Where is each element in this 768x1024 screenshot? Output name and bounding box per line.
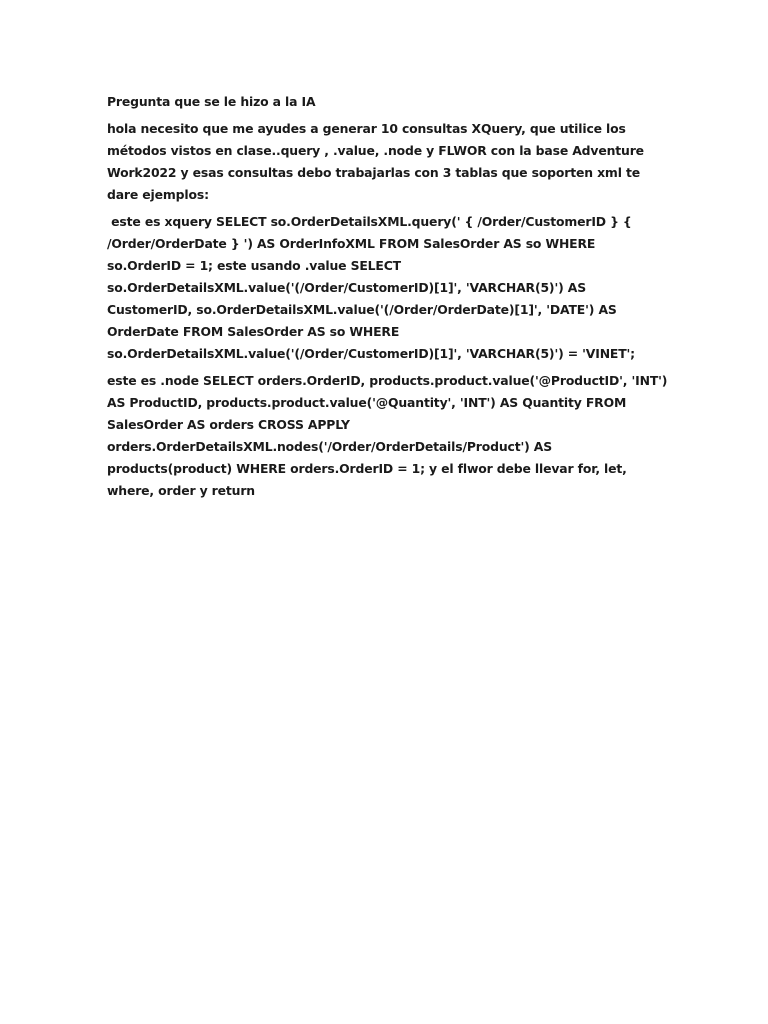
paragraph-line: SalesOrder AS orders CROSS APPLY [107,417,350,432]
paragraph-line: so.OrderDetailsXML.value('(/Order/CustomerID)[1]', 'VARCHAR(5)') AS [107,280,586,295]
paragraph-line: so.OrderDetailsXML.value('(/Order/CustomerID)[1]', 'VARCHAR(5)') = 'VINET'; [107,346,635,361]
paragraph-line: products(product) WHERE orders.OrderID = 1; y el flwor debe llevar for, let, [107,461,627,476]
paragraph-line: hola necesito que me ayudes a generar 10 consultas XQuery, que utilice los [107,121,626,136]
paragraph-node-flwor-examples [107,370,667,502]
title-text: Pregunta que se le hizo a la IA [107,94,316,109]
document-title [107,91,667,113]
paragraph-line: métodos vistos en clase..query , .value, .node y FLWOR con la base Adventure [107,143,644,158]
paragraph-line: where, order y return [107,483,255,498]
paragraph-line: orders.OrderDetailsXML.nodes('/Order/OrderDetails/Product') AS [107,439,553,454]
paragraph-line: este es xquery SELECT so.OrderDetailsXML.query(' { /Order/CustomerID } { [107,214,632,229]
paragraph-line: OrderDate FROM SalesOrder AS so WHERE [107,324,400,339]
document-body [107,91,667,507]
paragraph-line: /Order/OrderDate } ') AS OrderInfoXML FROM SalesOrder AS so WHERE [107,236,596,251]
paragraph-query-value-examples [107,211,667,365]
paragraph-line: so.OrderID = 1; este usando .value SELECT [107,258,401,273]
paragraph-line: dare ejemplos: [107,187,209,202]
paragraph-line: AS ProductID, products.product.value('@Quantity', 'INT') AS Quantity FROM [107,395,627,410]
paragraph-line: Work2022 y esas consultas debo trabajarlas con 3 tablas que soporten xml te [107,165,640,180]
paragraph-line: este es .node SELECT orders.OrderID, products.product.value('@ProductID', 'INT') [107,373,668,388]
paragraph-request [107,118,667,206]
paragraph-line: CustomerID, so.OrderDetailsXML.value('(/Order/OrderDate)[1]', 'DATE') AS [107,302,617,317]
